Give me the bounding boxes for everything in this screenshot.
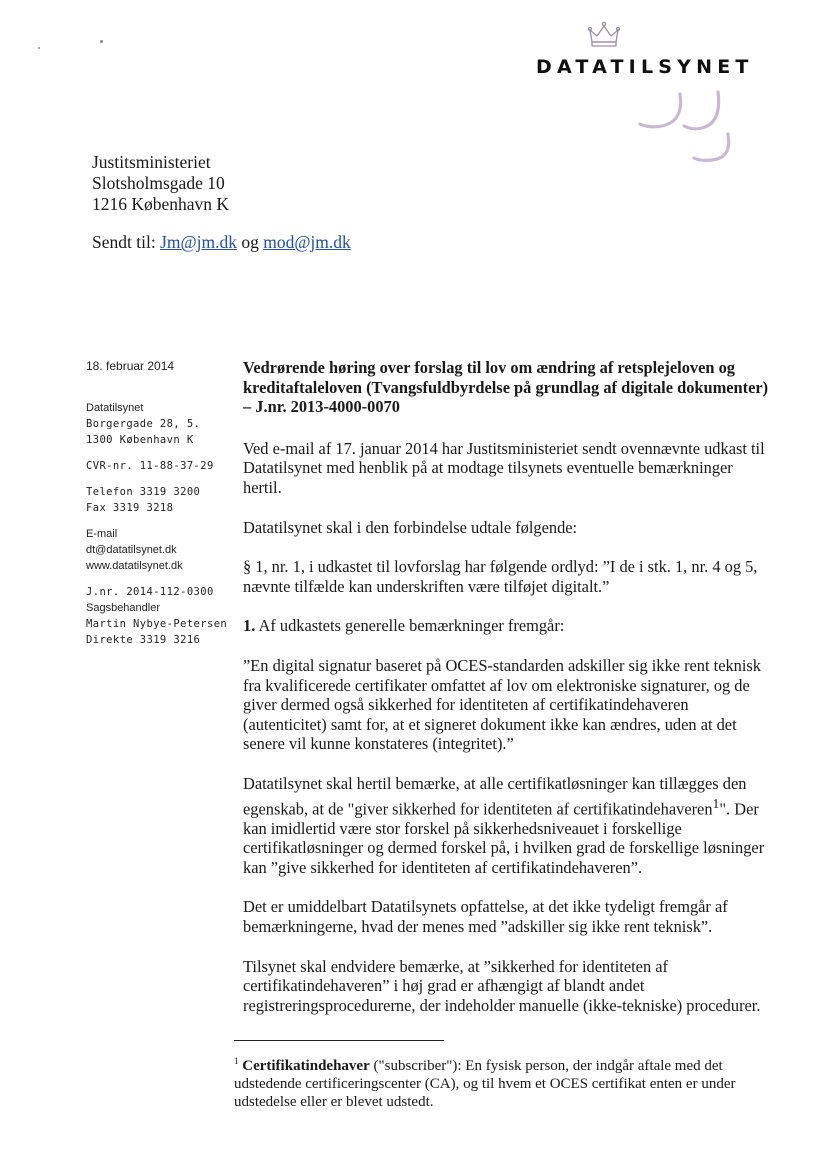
body-text: ". Der kan imidlertid være stor forskel på sikkerhedsniveauet i forskellige certifikatløsninger og dermed forskel på, i hvilken grad de forskellige løsninger kan ”give sikkerhed for identiteten af certifikatindehaveren”. <box>243 798 765 877</box>
scan-speck <box>100 40 103 43</box>
crown-icon <box>586 20 622 50</box>
sender-street: Borgergade 28, 5. <box>86 418 201 430</box>
sender-city: 1300 København K <box>86 434 194 446</box>
sender-org: Datatilsynet <box>86 402 144 414</box>
sender-web: www.datatilsynet.dk <box>86 560 183 572</box>
sender-email: dt@datatilsynet.dk <box>86 544 177 556</box>
body-paragraph: Det er umiddelbart Datatilsynets opfattelse, at det ikke tydeligt fremgår af bemærkningerne, hvad der menes med ”adskiller sig ikke rent teknisk”. <box>243 897 728 936</box>
letter-body <box>243 358 769 1035</box>
body-paragraph: Ved e-mail af 17. januar 2014 har Justitsministeriet sendt ovennævnte udkast til Datatilsynet med henblik på at modtage tilsynets eventuelle bemærkninger hertil. <box>243 438 765 497</box>
email-link-mod[interactable]: mod@jm.dk <box>263 232 351 252</box>
section-heading <box>243 616 769 636</box>
footnote-number: 1 <box>234 1056 239 1066</box>
handler-direct-phone: Direkte 3319 3216 <box>86 634 201 646</box>
body-paragraph <box>243 774 769 877</box>
sender-sidebar <box>86 358 236 648</box>
body-text: Datatilsynet skal hertil bemærke, at alle certifikatløsninger kan tillægges den egenskab, at de "giver sikkerhed for identiteten af certifikatindehaveren <box>243 773 747 818</box>
sent-to-line <box>92 232 351 253</box>
letter-date: 18. februar 2014 <box>86 359 175 373</box>
footnote-term: Certifikatindehaver <box>242 1058 370 1074</box>
letter-subject: Vedrørende høring over forslag til lov om ændring af retsplejeloven og kreditaftaleloven (Tvangsfuldbyrdelse på grundlag af digitale dokumenter) – J.nr. 2013-4000-0070 <box>243 358 769 417</box>
footnote-divider <box>234 1040 444 1041</box>
sent-to-connector: og <box>241 232 259 252</box>
sender-phone: Telefon 3319 3200 <box>86 486 201 498</box>
email-link-jm[interactable]: Jm@jm.dk <box>160 232 237 252</box>
section-number: 1. <box>243 616 256 636</box>
handler-name: Martin Nybye-Petersen <box>86 618 228 630</box>
recipient-line: Justitsministeriet <box>92 152 211 172</box>
footnote-reference[interactable]: 1 <box>712 795 720 811</box>
scan-speck <box>38 47 40 49</box>
sender-cvr: CVR-nr. 11-88-37-29 <box>86 460 214 472</box>
sender-fax: Fax 3319 3218 <box>86 502 174 514</box>
sent-to-label: Sendt til: <box>92 232 156 252</box>
quote-paragraph: ”En digital signatur baseret på OCES-standarden adskiller sig ikke rent teknisk fra kvalificerede certifikater omfattet af lov om elektroniske signaturer, og de giver dermed også sikkerhed for identiteten af certifikatindehaveren (autenticitet) samt for, at et signeret dokument ikke kan ændres, uden at det senere vil kunne konstateres (integritet).” <box>243 655 761 754</box>
case-number: J.nr. 2014-112-0300 <box>86 586 214 598</box>
handler-label: Sagsbehandler <box>86 602 161 614</box>
recipient-address <box>92 152 229 215</box>
footnote-text: ("subscriber"): En fysisk person, der indgår aftale med det udstedende certificeringscenter (CA), og til hvem et OCES certifikat enten er under udstedelse eller er blevet udstedt. <box>234 1058 736 1110</box>
footnote <box>234 1052 764 1111</box>
org-logo-text: DATATILSYNET <box>536 56 754 78</box>
section-heading-text: Af udkastets generelle bemærkninger fremgår: <box>258 616 565 636</box>
recipient-line: 1216 København K <box>92 194 230 214</box>
recipient-line: Slotsholmsgade 10 <box>92 173 225 193</box>
body-paragraph: § 1, nr. 1, i udkastet til lovforslag har følgende ordlyd: ”I de i stk. 1, nr. 4 og 5, nævnte tilfælde kan underskriften være tilføjet digitalt.” <box>243 557 758 596</box>
body-paragraph: Tilsynet skal endvidere bemærke, at ”sikkerhed for identiteten af certifikatindehaveren” i høj grad er afhængigt af blandt andet registreringsprocedurerne, der indeholder manuelle (ikke-tekniske) procedurer. <box>243 956 761 1015</box>
sender-email-label: E-mail <box>86 528 118 540</box>
body-paragraph: Datatilsynet skal i den forbindelse udtale følgende: <box>243 517 578 537</box>
handwritten-stamp-icon <box>632 88 742 168</box>
